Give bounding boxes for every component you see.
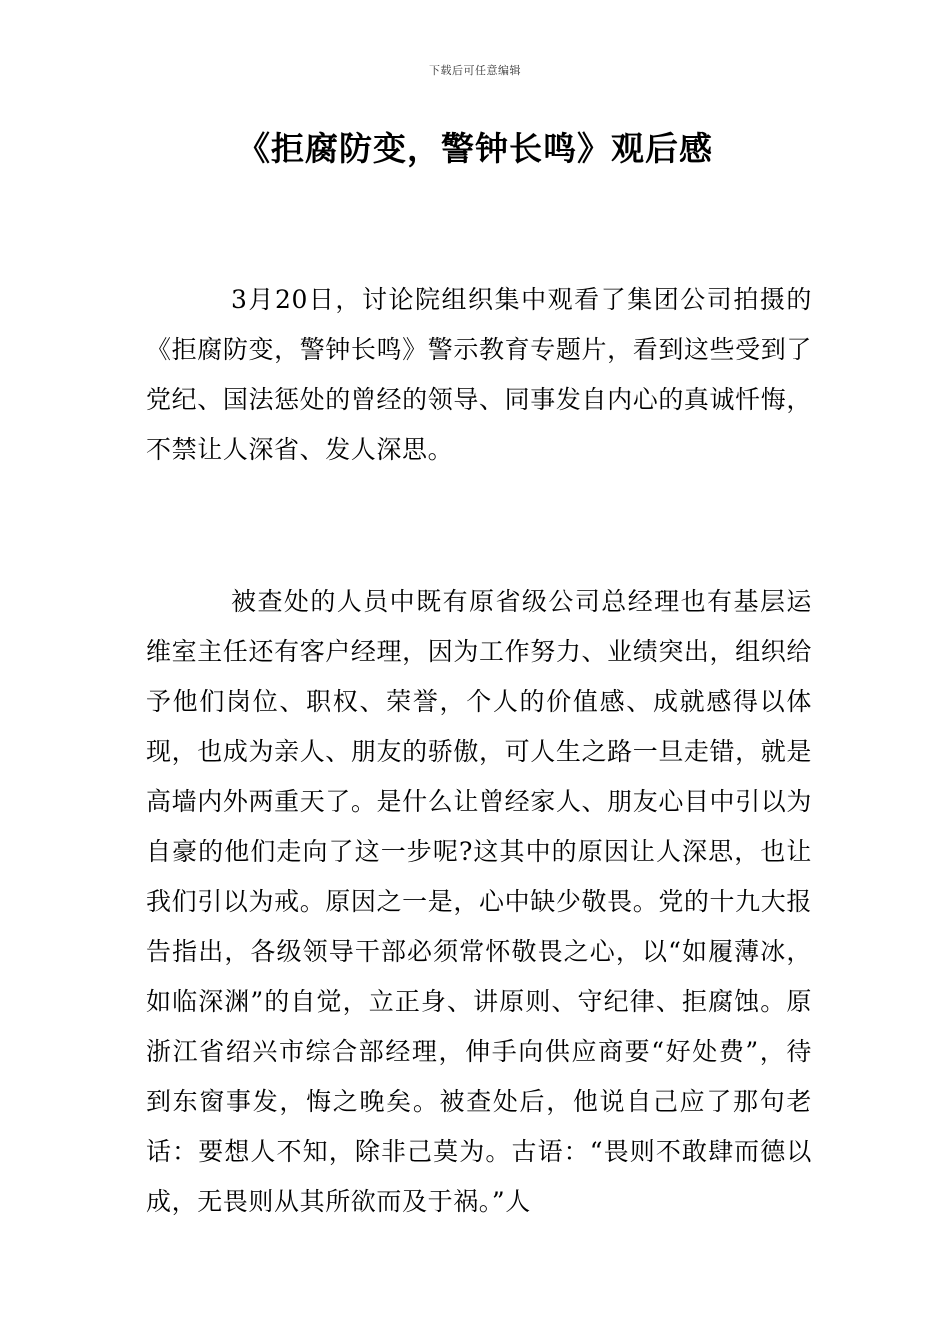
document-title: 《拒腐防变，警钟长鸣》观后感 bbox=[237, 129, 713, 168]
paragraph-intro: 3月20日，讨论院组织集中观看了集团公司拍摄的《拒腐防变，警钟长鸣》警示教育专题片，看到这些受到了党纪、国法惩处的曾经的领导、同事发自内心的真诚忏悔，不禁让人深省、发人深思。 bbox=[146, 285, 812, 464]
paragraph-body: 被查处的人员中既有原省级公司总经理也有基层运维室主任还有客户经理，因为工作努力、业绩突出，组织给予他们岗位、职权、荣誉，个人的价值感、成就感得以体现，也成为亲人、朋友的骄傲，可人生之路一旦走错，就是高墙内外两重天了。是什么让曾经家人、朋友心目中引以为自豪的他们走向了这一步呢?这其中的原因让人深思，也让我们引以为戒。原因之一是，心中缺少敬畏。党的十九大报告指出，各级领导干部必须常怀敬畏之心，以“如履薄冰，如临深渊”的自觉，立正身、讲原则、守纪律、拒腐蚀。原浙江省绍兴市综合部经理，伸手向供应商要“好处费”，待到东窗事发，悔之晚矣。被查处后，他说自己应了那句老话：要想人不知，除非己莫为。古语：“畏则不敢肆而德以成，无畏则从其所欲而及于祸。”人 bbox=[146, 587, 812, 1216]
header-note: 下载后可任意编辑 bbox=[429, 64, 521, 77]
